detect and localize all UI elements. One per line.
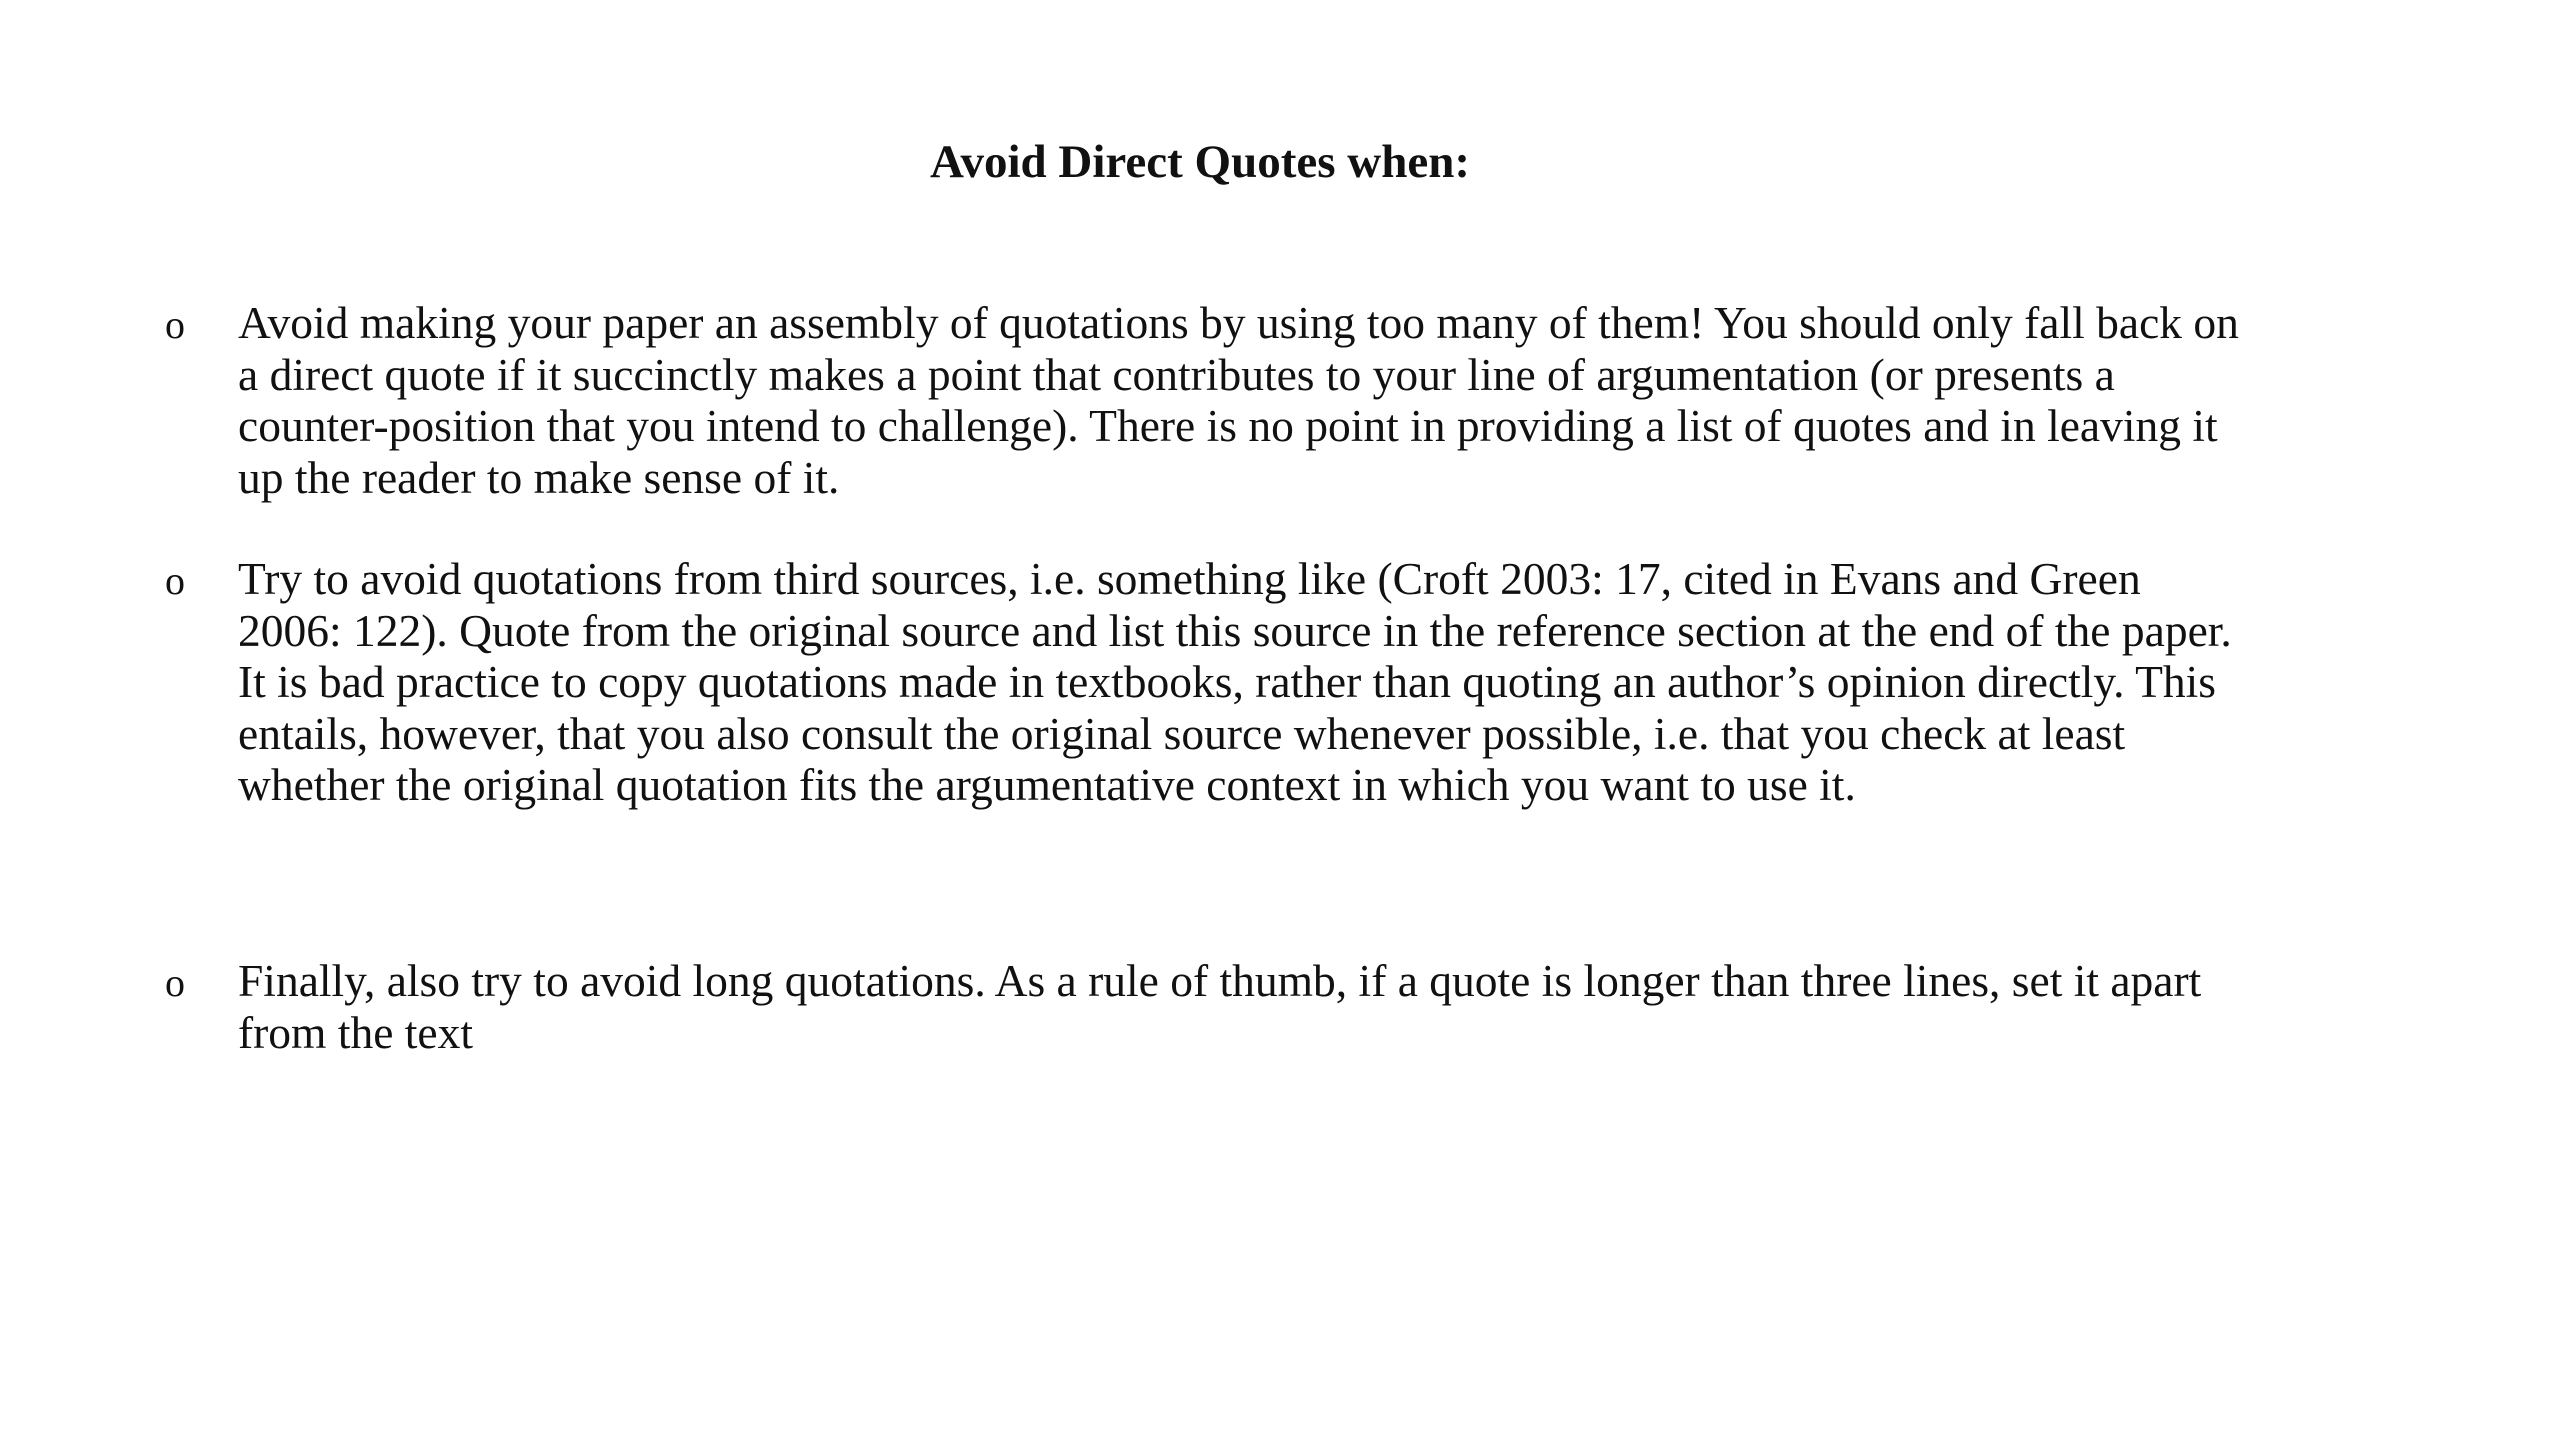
list-item-text: Try to avoid quotations from third sources, i.e. something like (Croft 2003: 17, cited in Evans and Green 2006: 122). Quote from the original source and list this source in the reference section at the end of the paper. It is bad practice to copy quotations made in textbooks, rather than quoting an author’s opinion directly. This entails, however, that you also consult the original source whenever possible, i.e. that you check at least whether the original quotation fits the argumentative context in which you want to use it. (238, 553, 2232, 810)
list-item-text: Finally, also try to avoid long quotations. As a rule of thumb, if a quote is longer than three lines, set it apart from the text (238, 955, 2202, 1058)
bullet-marker: o (165, 302, 185, 347)
list-item-text: Avoid making your paper an assembly of quotations by using too many of them! You should only fall back on a direct quote if it succinctly makes a point that contributes to your line of argumentation (or presents a counter-position that you intend to challenge). There is no point in providing a list of quotes and in leaving it up the reader to make sense of it. (238, 297, 2239, 503)
page-title: Avoid Direct Quotes when: (929, 136, 1471, 188)
bullet-marker: o (165, 558, 185, 603)
bullet-marker: o (165, 960, 185, 1005)
